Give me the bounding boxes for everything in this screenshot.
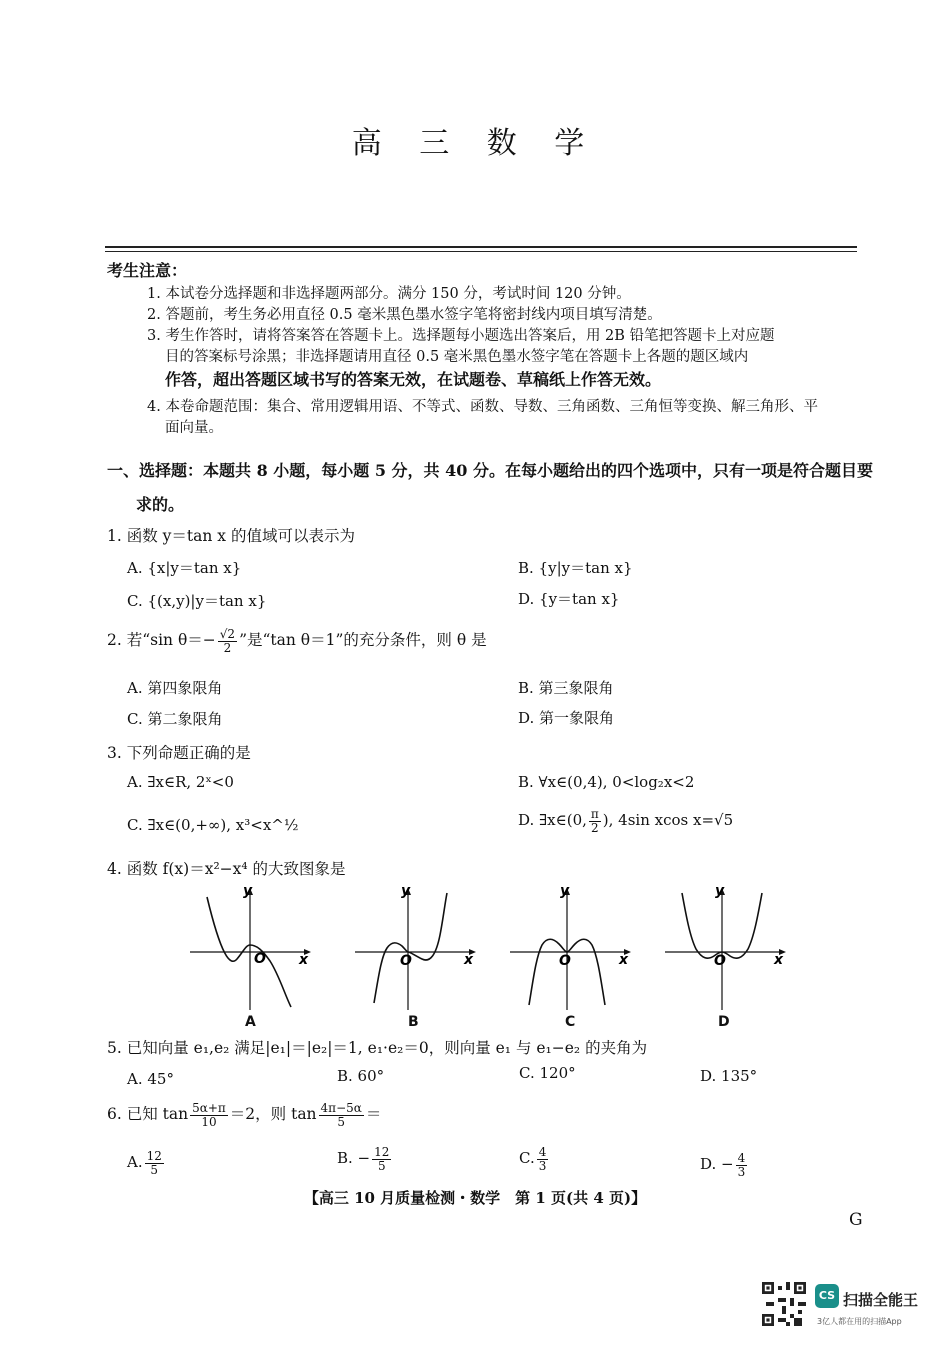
- question-3-stem: 3. 下列命题正确的是: [107, 744, 251, 762]
- axis-x-label: x: [619, 952, 629, 968]
- question-3-option-d: [518, 808, 733, 834]
- question-6-stem-pre: 6. 已知 tan: [107, 1105, 189, 1124]
- question-5-option-a: A. 45°: [127, 1070, 174, 1088]
- question-1-option-d: D. {y＝tan x}: [518, 590, 620, 608]
- axis-x-label: x: [299, 952, 309, 968]
- notice-item-1: 1. 本试卷分选择题和非选择题两部分。满分 150 分，考试时间 120 分钟。: [147, 286, 631, 302]
- axis-x-label: x: [774, 952, 784, 968]
- question-3-option-b: B. ∀x∈(0,4), 0<log₂x<2: [518, 773, 695, 791]
- notice-item-4: 4. 本卷命题范围：集合、常用逻辑用语、不等式、函数、导数、三角函数、三角恒等变换、解三角形、平: [147, 399, 818, 415]
- axis-x-label: x: [464, 952, 474, 968]
- question-5-option-d: D. 135°: [700, 1067, 758, 1085]
- question-6-fraction-1: [190, 1102, 228, 1128]
- question-2-fraction: [218, 628, 237, 654]
- page-footer: 【高三 10 月质量检测・数学 第 1 页(共 4 页)】: [303, 1189, 647, 1207]
- graph-c-label: C: [565, 1014, 576, 1030]
- question-6-stem-post: ＝: [365, 1105, 382, 1124]
- question-1-stem: 1. 函数 y＝tan x 的值域可以表示为: [107, 527, 355, 545]
- option-letter: A.: [127, 1153, 143, 1172]
- fraction-denominator: 3: [737, 1164, 746, 1179]
- question-6-option-d-fraction: [736, 1152, 748, 1178]
- origin-label: O: [254, 951, 266, 967]
- question-6-option-a-fraction: [145, 1150, 164, 1176]
- notice-item-3-emphasis: 作答，超出答题区域书写的答案无效，在试题卷、草稿纸上作答无效。: [165, 370, 662, 389]
- fraction-numerator: √2: [219, 627, 236, 641]
- fraction-denominator: 10: [201, 1114, 217, 1129]
- question-3-option-d-pre: D. ∃x∈(0,: [518, 811, 587, 830]
- question-4-stem: 4. 函数 f(x)＝x²−x⁴ 的大致图象是: [107, 860, 346, 878]
- page-title: 高 三 数 学: [351, 126, 599, 161]
- section-heading: 一、选择题：本题共 8 小题，每小题 5 分，共 40 分。在每小题给出的四个选项中，只有一项是符合题目要: [107, 461, 873, 480]
- fraction-numerator: 5α+π: [192, 1101, 226, 1115]
- fraction-numerator: 12: [374, 1145, 390, 1159]
- fraction-numerator: 4: [737, 1151, 746, 1165]
- question-6-fraction-2: [319, 1102, 364, 1128]
- question-2-option-b: B. 第三象限角: [518, 679, 614, 697]
- question-2-option-a: A. 第四象限角: [127, 679, 223, 697]
- question-3-option-c: C. ∃x∈(0,+∞), x³<x^½: [127, 816, 299, 834]
- fraction-denominator: 5: [337, 1114, 346, 1129]
- question-2-stem: [107, 628, 487, 654]
- scanner-title: 扫描全能王: [843, 1291, 919, 1309]
- question-2-stem-pre: 2. 若“sin θ＝−: [107, 631, 216, 650]
- fraction-numerator: π: [590, 807, 599, 821]
- graph-b: [350, 885, 480, 1015]
- question-5-option-b: B. 60°: [337, 1067, 385, 1085]
- corner-mark: G: [849, 1210, 863, 1230]
- origin-label: O: [400, 953, 412, 969]
- fraction-denominator: 2: [223, 640, 232, 655]
- question-6-option-b-fraction: [372, 1146, 391, 1172]
- divider-thin: [105, 251, 857, 252]
- question-3-option-d-fraction: [589, 808, 601, 834]
- option-letter: C.: [519, 1149, 535, 1168]
- question-5-stem: 5. 已知向量 e₁,e₂ 满足|e₁|＝|e₂|＝1, e₁·e₂＝0，则向量 e₁ 与 e₁−e₂ 的夹角为: [107, 1039, 648, 1057]
- notice-item-2: 2. 答题前，考生务必用直径 0.5 毫米黑色墨水签字笔将密封线内项目填写清楚。: [147, 307, 662, 323]
- question-2-option-d: D. 第一象限角: [518, 709, 615, 727]
- question-1-option-c: C. {(x,y)|y＝tan x}: [127, 592, 267, 610]
- question-1-option-b: B. {y|y＝tan x}: [518, 559, 633, 577]
- axis-y-label: y: [560, 885, 570, 899]
- axis-y-label: y: [243, 885, 253, 899]
- option-letter: D. −: [700, 1155, 734, 1174]
- graph-d-label: D: [718, 1014, 730, 1030]
- axis-y-label: y: [715, 885, 725, 899]
- origin-label: O: [714, 953, 726, 969]
- question-6-option-c: [519, 1146, 550, 1172]
- divider-thick: [105, 246, 857, 248]
- question-1-option-a: A. {x|y＝tan x}: [127, 559, 242, 577]
- question-6-stem: [107, 1102, 381, 1128]
- notice-item-4-cont: 面向量。: [165, 420, 223, 436]
- question-6-option-a: [127, 1150, 166, 1176]
- question-6-option-d: [700, 1152, 749, 1178]
- section-heading-cont: 求的。: [136, 495, 185, 514]
- axis-y-label: y: [401, 885, 411, 899]
- option-letter: B. −: [337, 1149, 371, 1168]
- fraction-denominator: 2: [591, 820, 599, 835]
- fraction-denominator: 5: [377, 1158, 386, 1173]
- question-2-stem-post: ”是“tan θ＝1”的充分条件，则 θ 是: [239, 631, 487, 650]
- fraction-numerator: 4: [538, 1145, 547, 1159]
- graph-a: [185, 885, 315, 1015]
- graph-b-label: B: [408, 1014, 419, 1030]
- origin-label: O: [559, 953, 571, 969]
- notice-item-3: 3. 考生作答时，请将答案答在答题卡上。选择题每小题选出答案后，用 2B 铅笔把答题卡上对应题: [147, 328, 775, 344]
- fraction-numerator: 4π−5α: [320, 1101, 362, 1115]
- graph-a-label: A: [245, 1014, 256, 1030]
- question-3-option-d-post: ), 4sin xcos x=√5: [602, 811, 734, 830]
- question-3-option-a: A. ∃x∈R, 2ˣ<0: [127, 773, 234, 791]
- fraction-denominator: 5: [150, 1162, 159, 1177]
- graph-c: [505, 885, 635, 1015]
- qr-code-icon: [762, 1282, 806, 1326]
- notice-item-3-cont: 目的答案标号涂黑；非选择题请用直径 0.5 毫米黑色墨水签字笔在答题卡上各题的题区域内: [165, 349, 749, 365]
- scanner-logo-icon: CS: [815, 1284, 839, 1308]
- question-6-stem-mid: ＝2，则 tan: [229, 1105, 317, 1124]
- scanner-subtitle: 3亿人都在用的扫描App: [817, 1317, 902, 1326]
- question-5-option-c: C. 120°: [519, 1064, 576, 1082]
- fraction-numerator: 12: [146, 1149, 162, 1163]
- notice-heading: 考生注意：: [107, 261, 188, 280]
- fraction-denominator: 3: [538, 1158, 547, 1173]
- question-6-option-c-fraction: [537, 1146, 549, 1172]
- question-2-option-c: C. 第二象限角: [127, 710, 223, 728]
- graph-d: [660, 885, 790, 1015]
- question-6-option-b: [337, 1146, 393, 1172]
